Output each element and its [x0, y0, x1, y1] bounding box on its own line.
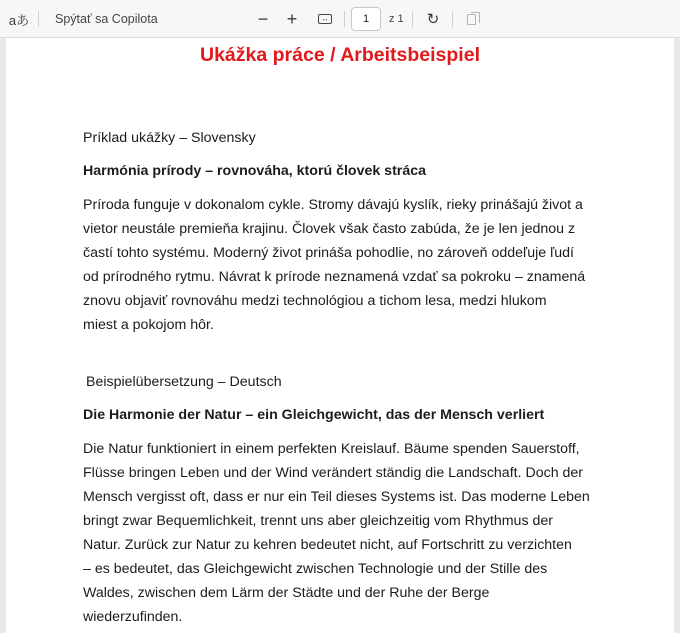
toolbar-divider: [344, 11, 345, 27]
page-view-button[interactable]: [463, 0, 479, 38]
fit-to-width-button[interactable]: [315, 0, 335, 38]
text-line: častí tohto systému. Moderný život prináša pohodlie, no zároveň oddeľuje ľudí: [83, 245, 574, 261]
text-line: od prírodného rytmu. Návrat k prírode neznamená vzdať sa pokroku – znamená: [83, 269, 586, 285]
sk-heading: Harmónia prírody – rovnováha, ktorú človek stráca: [83, 163, 426, 179]
pdf-toolbar: [0, 0, 680, 38]
document-title: Ukážka práce / Arbeitsbeispiel: [200, 44, 480, 66]
sk-section-label: Príklad ukážky – Slovensky: [83, 130, 256, 146]
rotate-icon: ↻: [426, 11, 440, 28]
pdf-page: [6, 38, 674, 633]
toolbar-divider: [452, 11, 453, 27]
text-line: miest a pokojom hôr.: [83, 317, 214, 333]
ask-copilot-button[interactable]: Spýtať sa Copilota: [55, 12, 158, 26]
sk-paragraph: [83, 193, 623, 337]
read-aloud-icon[interactable]: aあ: [8, 12, 30, 28]
text-line: Waldes, zwischen dem Lärm der Städte und der Ruhe der Berge: [83, 585, 490, 601]
toolbar-divider: [38, 11, 39, 27]
text-line: wiederzufinden.: [83, 609, 183, 625]
text-line: Príroda funguje v dokonalom cykle. Stromy dávajú kyslík, rieky prinášajú život a: [83, 197, 583, 213]
de-heading: Die Harmonie der Natur – ein Gleichgewicht, das der Mensch verliert: [83, 407, 545, 423]
text-line: Natur. Zurück zur Natur zu kehren bedeutet nicht, auf Fortschritt zu verzichten: [83, 537, 572, 553]
text-line: vietor neustále premieňa krajinu. Človek však často zabúda, že je len jednou z: [83, 221, 576, 237]
text-line: – es bedeutet, das Gleichgewicht zwischen Technologie und der Stille des: [83, 561, 548, 577]
text-line: Mensch vergisst oft, dass er nur ein Teil dieses Systems ist. Das moderne Leben: [83, 489, 590, 505]
text-line: znovu objaviť rovnováhu medzi technológiou a tichom lesa, medzi hlukom: [83, 293, 547, 309]
text-line: Die Natur funktioniert in einem perfekten Kreislauf. Bäume spenden Sauerstoff,: [83, 441, 580, 457]
rotate-button[interactable]: [424, 0, 442, 38]
two-page-view-icon: [467, 14, 476, 25]
page-number-input[interactable]: [351, 7, 381, 31]
toolbar-divider: [412, 11, 413, 27]
de-paragraph: [83, 437, 623, 629]
zoom-out-button[interactable]: −: [257, 8, 269, 29]
text-line: bringt zwar Bequemlichkeit, trennt uns aber gleichzeitig vom Rhythmus der: [83, 513, 553, 529]
zoom-in-button[interactable]: +: [286, 8, 298, 29]
de-section-label: Beispielübersetzung – Deutsch: [86, 374, 282, 390]
page-count-label: z 1: [389, 13, 404, 25]
fit-width-icon: ↔: [318, 14, 332, 24]
text-line: Flüsse bringen Leben und der Wind verändert ständig die Landschaft. Doch der: [83, 465, 584, 481]
